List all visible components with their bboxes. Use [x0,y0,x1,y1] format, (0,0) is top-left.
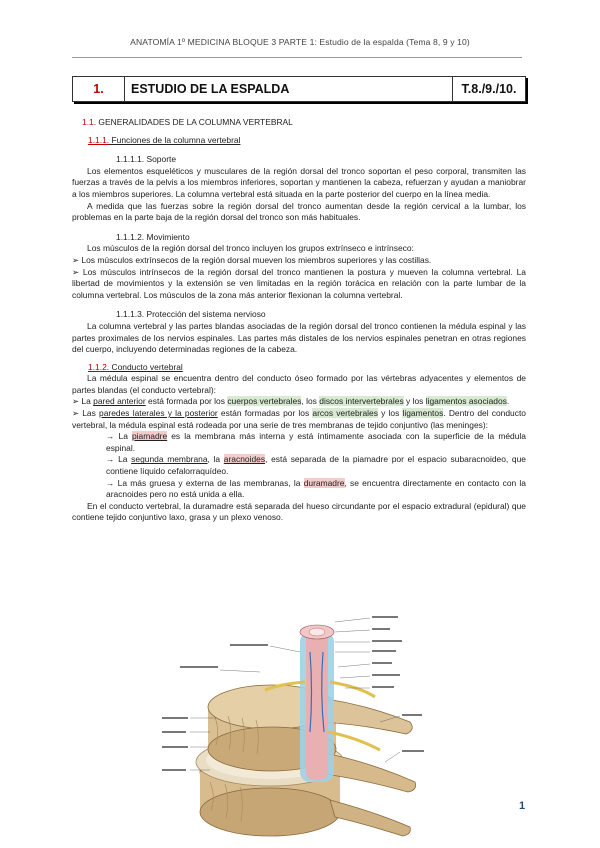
meninges-item: → La más gruesa y externa de las membranas, la duramadre, se encuentra directamente en contacto con la aracnoides pero no está unida a ella. [106,477,527,500]
section-heading-1-1-1 [88,135,526,147]
bullet-item: ➢ La pared anterior está formada por los cuerpos vertebrales, los discos intervertebrales y los ligamentos asociados. [72,396,510,407]
meninges-item: → La segunda membrana, la aracnoides, está separada de la piamadre por el espacio subaracnoideo, que contiene líquido cefalorraquídeo. [106,454,526,477]
section-number: 1.1 [82,117,94,127]
highlight: duramadre [303,477,345,488]
meninges-item: → La piamadre es la membrana más interna y está íntimamente asociada con la superficie de la médula espinal. [106,431,526,453]
paragraph: La médula espinal se encuentra dentro del conducto óseo formado por las vértebras adyacentes y elementos de partes blandas (el conducto vertebral): [72,373,526,395]
paragraph: Los elementos esqueléticos y musculares de la región dorsal del tronco soportan el peso corporal, transmiten las fuerzas a través de la pelvis a los miembros inferiores, soportan y mantienen la cabeza, refuerzan y ayudan a maniobrar a los miembros superiores. La columna vertebral está situada en la parte posterior del cuerpo en la línea media. [72,165,526,199]
chapter-number: 1. [73,77,125,101]
highlight: ligamentos [402,408,444,419]
chapter-title: ESTUDIO DE LA ESPALDA [125,77,453,101]
section-number: 1.1.1. [88,134,110,145]
subheading-movimiento: 1.1.1.2. Movimiento [116,231,190,242]
highlight: aracnoides [223,454,266,465]
section-title: . GENERALIDADES DE LA COLUMNA VERTEBRAL [93,117,293,127]
chapter-title-box [72,76,526,102]
paragraph: La columna vertebral y las partes blandas asociadas de la región dorsal del tronco contienen la médula espinal y las partes proximales de los nervios espinales. Las partes más distales de los nervios espinales penetran en otras regiones del cuerpo, incluyendo determinadas regiones de la cabeza. [72,320,526,355]
subheading-soporte: 1.1.1.1. Soporte [116,154,177,165]
running-header: ANATOMÍA 1º MEDICINA BLOQUE 3 PARTE 1: Estudio de la espalda (Tema 8, 9 y 10) [130,37,470,47]
vertebral-canal-illustration [160,612,440,848]
highlight: piamadre [131,431,168,442]
section-number: 1.1.2. [88,361,110,372]
bullet-item: ➢ Las paredes laterales y la posterior están formadas por los arcos vertebrales y los ligamentos. Dentro del conducto vertebral, la médula espinal está rodeada por una serie de tres membranas de tejido conjuntivo (las meninges): [72,408,526,430]
paragraph: A medida que las fuerzas sobre la región dorsal del tronco aumentan desde la región cervical a la lumbar, los problemas en la parte baja de la región dorsal del tronco son más habituales. [72,200,526,223]
highlight: cuerpos vertebrales [227,396,302,407]
section-title: Conducto vertebral [109,361,183,372]
paragraph: Los músculos de la región dorsal del tronco incluyen los grupos extrínseco e intrínseco: [87,243,414,254]
section-heading-1-1 [82,117,526,129]
chapter-tema: T.8./9./10. [461,82,517,96]
section-title: Funciones de la columna vertebral [109,134,241,145]
page-number: 1 [519,800,526,812]
header-divider [72,57,522,58]
paragraph: En el conducto vertebral, la duramadre está separada del hueso circundante por el espacio extradural (epidural) que contiene tejido conjuntivo laxo, grasa y un plexo venoso. [72,500,526,523]
document-body [72,117,526,524]
highlight: ligamentos asociados [425,396,507,407]
bullet-item: ➢ Los músculos extrínsecos de la región dorsal mueven los miembros superiores y las costillas. [72,254,432,265]
section-heading-1-1-2 [88,362,526,374]
subheading-proteccion: 1.1.1.3. Protección del sistema nervioso [116,309,266,320]
highlight: arcos vertebrales [312,408,378,419]
highlight: discos intervertebrales [319,396,404,407]
bullet-item: ➢ Los músculos intrínsecos de la región dorsal del tronco mantienen la postura y mueven la columna vertebral. La libertad de movimientos y la extensión se ven limitadas en la región torácica en relación con la parte lumbar de la columna vertebral. Los músculos de la zona más anterior flexionan la columna vertebral. [72,266,526,300]
